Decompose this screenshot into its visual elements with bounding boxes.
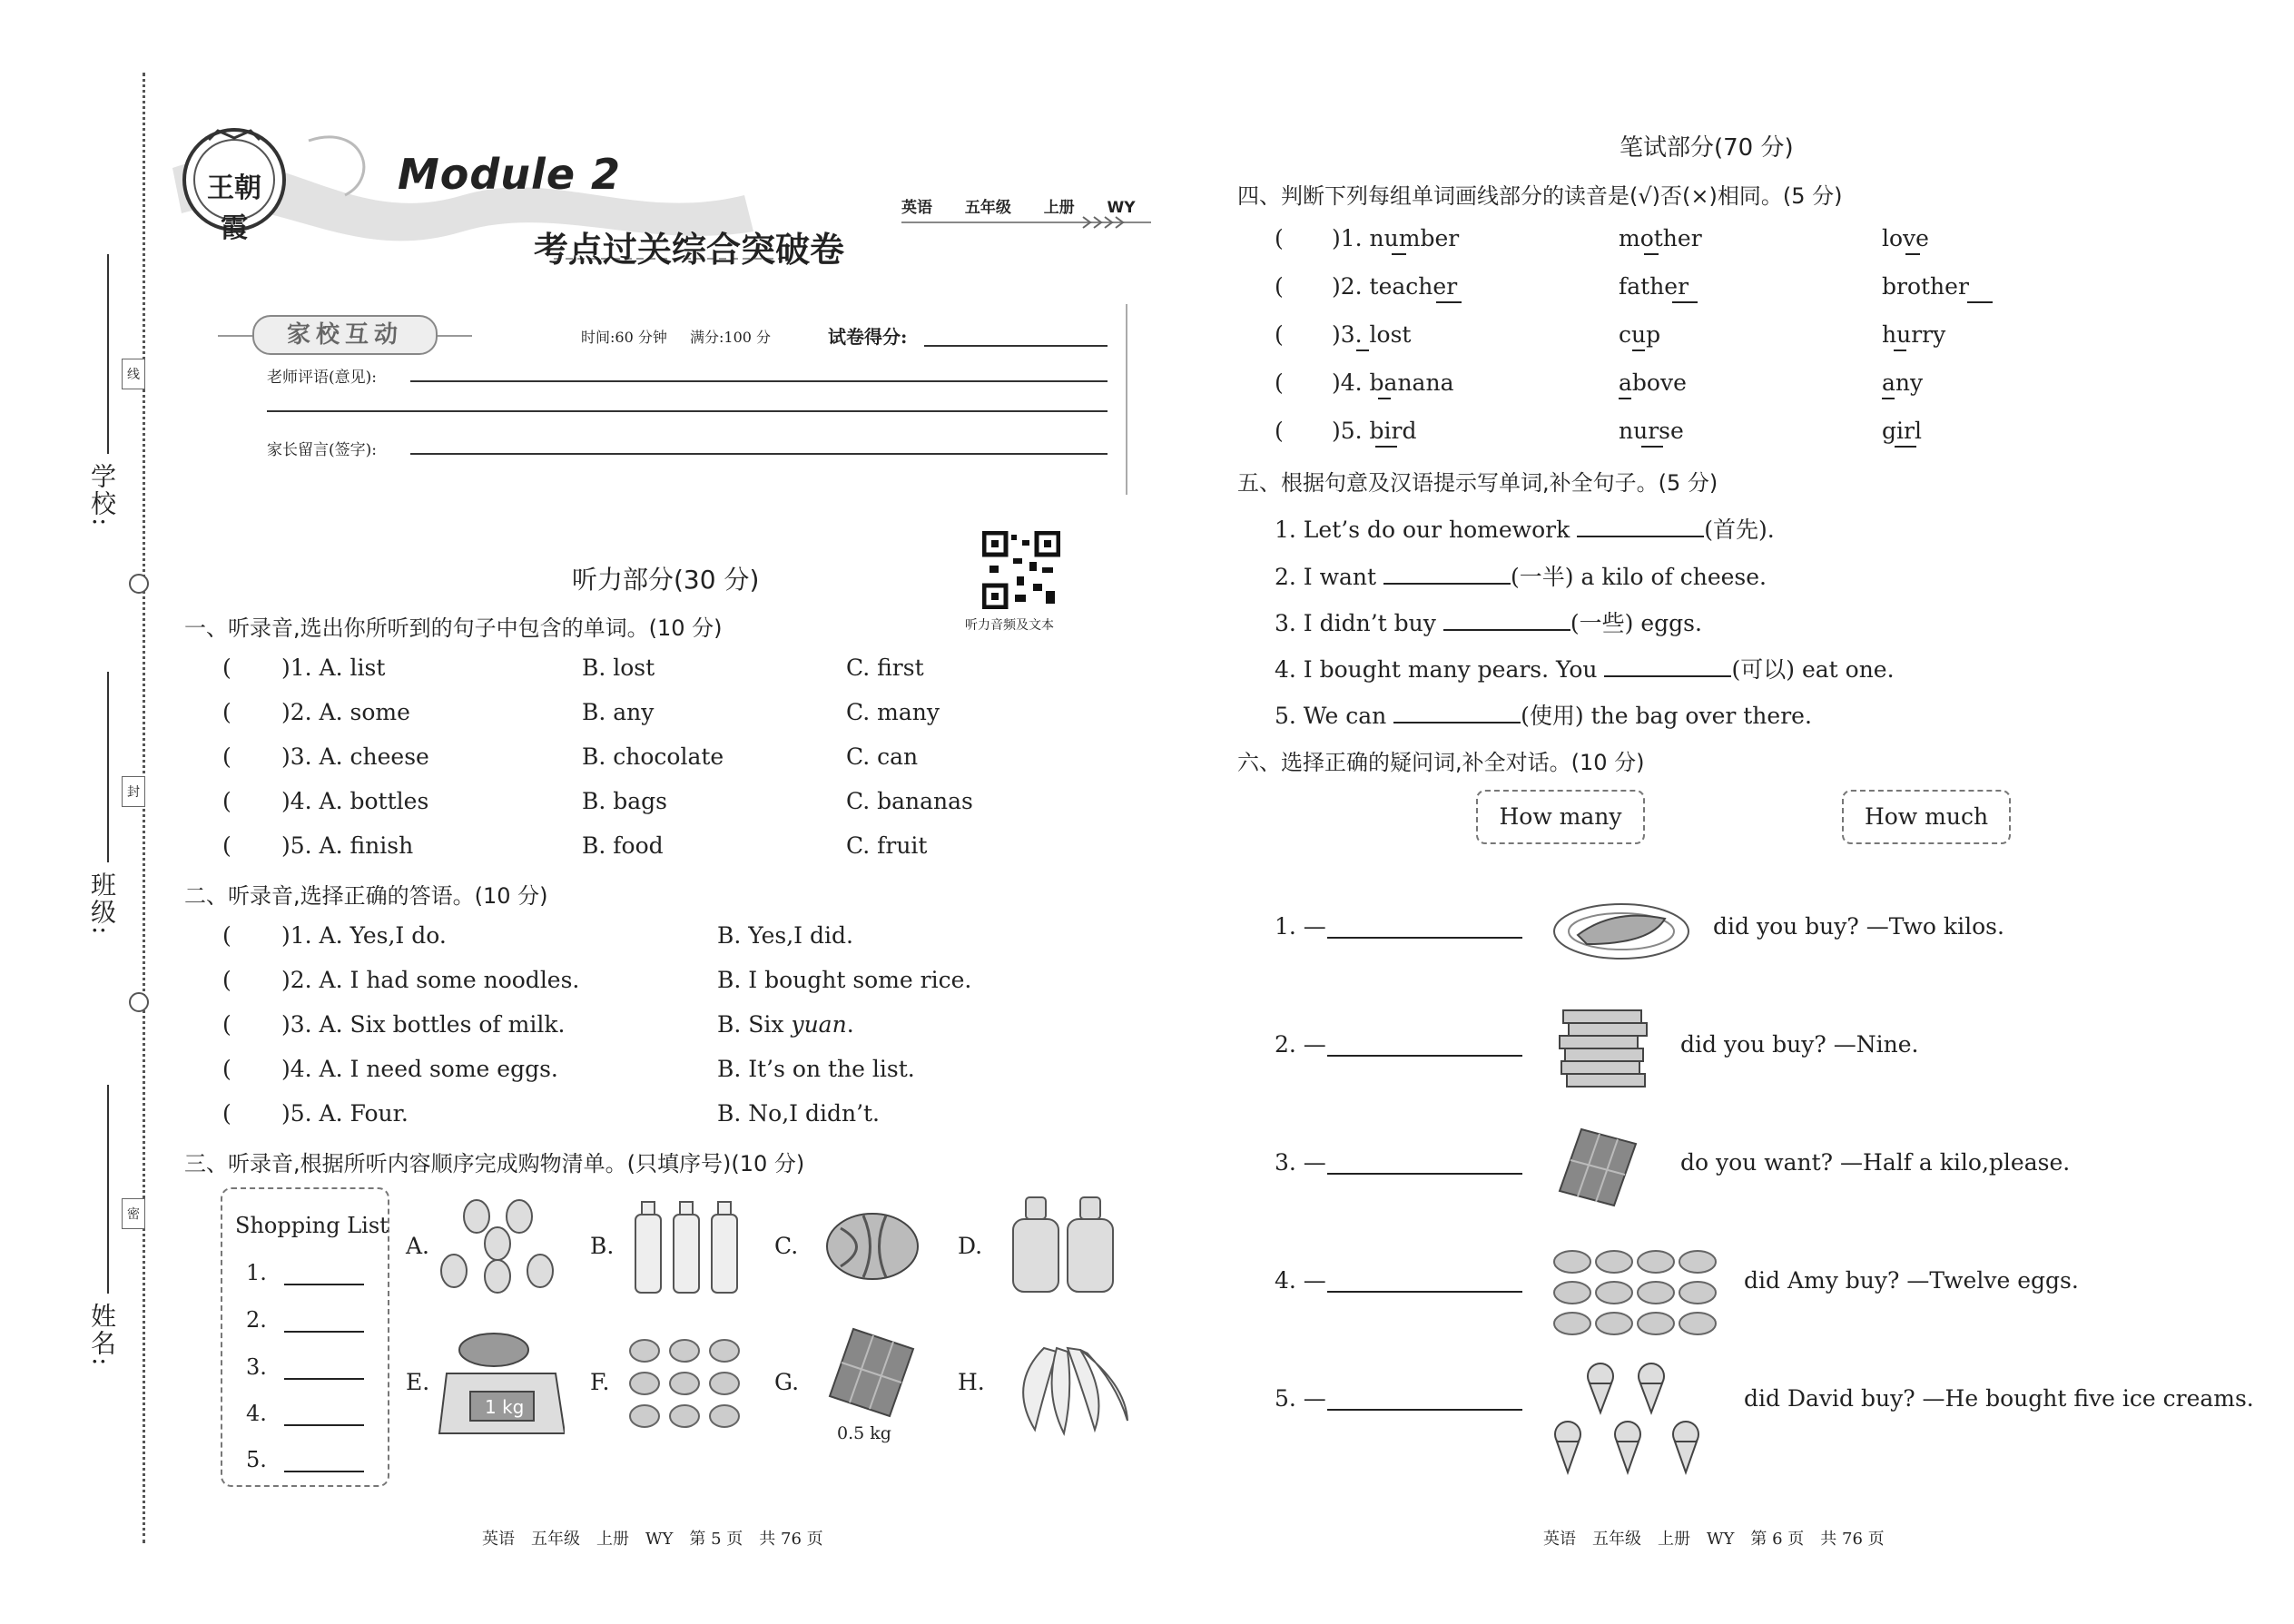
part2-bracket[interactable]: (: [222, 1100, 231, 1127]
underline-mark: [1894, 349, 1906, 351]
part4-item-1: )1. number: [1332, 225, 1460, 251]
underline-mark: [1905, 253, 1920, 255]
part4-item-5: )5. bird: [1332, 418, 1417, 444]
part3-heading: 三、听录音,根据所听内容顺序完成购物清单。(只填序号)(10 分): [184, 1151, 805, 1176]
underline-mark: [1882, 398, 1895, 399]
list-num-5: 5.: [246, 1447, 267, 1472]
list-num-4: 4.: [246, 1401, 267, 1426]
part6-num-2: 2. —: [1275, 1031, 1326, 1058]
part5-item-1-pre: 1. Let’s do our homework: [1275, 517, 1570, 543]
part5-item-5-hint: (使用): [1521, 703, 1584, 729]
part5-item-3-pre: 3. I didn’t buy: [1275, 610, 1436, 636]
part6-heading: 六、选择正确的疑问词,补全对话。(10 分): [1237, 750, 1645, 775]
list-blank-1[interactable]: [284, 1284, 364, 1285]
part5-blank-4[interactable]: [1604, 675, 1731, 677]
part2-bracket[interactable]: (: [222, 922, 231, 949]
part1-bracket[interactable]: (: [222, 655, 231, 681]
part1-item-2-b: B. any: [582, 699, 655, 725]
option-letter-b: B.: [590, 1233, 615, 1259]
part6-text-2: did you buy? —Nine.: [1680, 1031, 1919, 1058]
juice-bottles-illustration: [1006, 1192, 1124, 1296]
cut-mark-3: 密: [122, 1198, 145, 1229]
part6-blank-4[interactable]: [1327, 1291, 1522, 1293]
part2-heading: 二、听录音,选择正确的答语。(10 分): [184, 883, 548, 909]
part5-blank-3[interactable]: [1443, 629, 1570, 631]
part1-item-3-b: B. chocolate: [582, 743, 724, 770]
part5-item-4-pre: 4. I bought many pears. You: [1275, 656, 1598, 683]
parent-comment-line[interactable]: [410, 453, 1108, 455]
underline-mark: [1375, 446, 1397, 448]
part2-item-3-b: [717, 1011, 854, 1038]
home-school-badge: 家校互动: [252, 315, 438, 355]
water-bottles-illustration: [626, 1196, 744, 1296]
underline-mark: [1641, 446, 1663, 448]
underline-mark: [1378, 398, 1391, 399]
part4-item-4-b: above: [1619, 369, 1687, 396]
option-letter-h: H.: [958, 1369, 985, 1395]
meat-plate-illustration: [1551, 899, 1692, 962]
option-how-much[interactable]: How much: [1842, 790, 2011, 844]
part5-item-2: [1275, 559, 1767, 592]
brand-logo-text: 王朝霞: [207, 172, 261, 244]
parent-comment-label: 家长留言(签字):: [267, 441, 377, 459]
part6-num-4: 4. —: [1275, 1267, 1326, 1294]
comment-line-2[interactable]: [267, 410, 1108, 412]
option-letter-e: E.: [406, 1369, 430, 1395]
chocolate-weight: 0.5 kg: [837, 1423, 891, 1443]
part2-bracket[interactable]: (: [222, 1011, 231, 1038]
part1-item-5-c: C. fruit: [846, 832, 928, 859]
eggs-illustration: [626, 1334, 746, 1436]
underline-mark: [1619, 398, 1631, 399]
written-title: 笔试部分(70 分): [1620, 134, 1794, 162]
ice-creams-illustration: [1548, 1362, 1711, 1489]
course-tag-term: 上册: [1043, 199, 1075, 217]
name-line: [107, 1085, 109, 1294]
scale-text: 1 kg: [485, 1396, 525, 1418]
binding-ring-icon: [129, 574, 149, 594]
part1-item-1: )1. A. list: [281, 655, 386, 681]
list-blank-5[interactable]: [284, 1471, 364, 1472]
part5-item-2-post: a kilo of cheese.: [1580, 564, 1767, 590]
part6-text-5: did David buy? —He bought five ice creams.: [1744, 1385, 2254, 1412]
arrow-stripe-decoration: [901, 216, 1151, 229]
name-label: 姓名:: [87, 1303, 117, 1368]
part5-item-3: [1275, 605, 1702, 638]
yuan-italic: yuan: [791, 1011, 847, 1038]
part4-item-2: )2. teacher: [1332, 273, 1458, 300]
part5-item-4-hint: (可以): [1731, 656, 1795, 683]
underline-mark: [1392, 253, 1406, 255]
cut-mark-1: 线: [122, 359, 145, 389]
list-blank-4[interactable]: [284, 1424, 364, 1426]
list-num-3: 3.: [246, 1354, 267, 1380]
bananas-illustration: [1008, 1339, 1135, 1439]
part1-item-3-c: C. can: [846, 743, 919, 770]
part5-item-5: [1275, 698, 1812, 731]
part4-bracket[interactable]: (: [1275, 225, 1284, 251]
part5-item-2-hint: (一半): [1511, 564, 1574, 590]
part5-item-4: [1275, 652, 1895, 684]
part4-item-2-c: brother: [1882, 273, 1969, 300]
part5-item-3-hint: (一些): [1570, 610, 1634, 636]
part1-bracket[interactable]: (: [222, 832, 231, 859]
option-letter-g: G.: [774, 1369, 800, 1395]
part6-blank-5[interactable]: [1327, 1409, 1522, 1411]
part5-item-3-post: eggs.: [1640, 610, 1702, 636]
part1-item-3: )3. A. cheese: [281, 743, 429, 770]
part5-item-4-post: eat one.: [1801, 656, 1895, 683]
part4-bracket[interactable]: (: [1275, 369, 1284, 396]
course-tags: [901, 194, 1136, 217]
part4-item-3-c: hurry: [1882, 321, 1946, 348]
part2-item-4: )4. A. I need some eggs.: [281, 1056, 558, 1082]
underline-mark: [1356, 349, 1369, 351]
part4-item-5-c: girl: [1882, 418, 1922, 444]
part1-bracket[interactable]: (: [222, 699, 231, 725]
part4-item-4: )4. banana: [1332, 369, 1454, 396]
class-line: [107, 672, 109, 862]
part1-item-2-c: C. many: [846, 699, 940, 725]
home-school-box: [218, 304, 1126, 504]
underline-mark: [1967, 301, 1993, 303]
watermelon-illustration: [822, 1210, 922, 1283]
part2-bracket[interactable]: (: [222, 967, 231, 993]
option-letter-c: C.: [774, 1233, 799, 1259]
chocolate-bar-illustration: [826, 1325, 917, 1420]
list-blank-2[interactable]: [284, 1331, 364, 1333]
part6-text-1: did you buy? —Two kilos.: [1713, 913, 2004, 940]
part6-text-4: did Amy buy? —Twelve eggs.: [1744, 1267, 2079, 1294]
part1-item-4: )4. A. bottles: [281, 788, 429, 814]
part2-item-3-b-text: B. Six: [717, 1011, 784, 1038]
part2-item-2-b: B. I bought some rice.: [717, 967, 972, 993]
part1-item-5-b: B. food: [582, 832, 664, 859]
chocolate-illustration: [1558, 1126, 1638, 1207]
part5-blank-1[interactable]: [1577, 536, 1704, 537]
part1-bracket[interactable]: (: [222, 743, 231, 770]
part4-bracket[interactable]: (: [1275, 273, 1284, 300]
part2-item-1-b: B. Yes,I did.: [717, 922, 853, 949]
part4-bracket[interactable]: (: [1275, 418, 1284, 444]
part4-item-1-c: love: [1882, 225, 1929, 251]
part2-item-1: )1. A. Yes,I do.: [281, 922, 447, 949]
course-tag-edition: WY: [1107, 199, 1136, 217]
part6-text-3: do you want? —Half a kilo,please.: [1680, 1149, 2071, 1176]
part2-item-5: )5. A. Four.: [281, 1100, 409, 1127]
course-tag-grade: 五年级: [964, 199, 1011, 217]
footer-left: 英语 五年级 上册 WY 第 5 页 共 76 页: [482, 1530, 823, 1549]
part5-item-1-hint: (首先).: [1704, 517, 1775, 543]
paper-score-blank[interactable]: [924, 345, 1108, 347]
part6-num-5: 5. —: [1275, 1385, 1326, 1412]
part1-item-4-b: B. bags: [582, 788, 668, 814]
course-tag-subject: 英语: [901, 199, 932, 217]
part5-blank-2[interactable]: [1383, 583, 1511, 585]
part5-item-5-pre: 5. We can: [1275, 703, 1387, 729]
paper-subtitle: 考点过关综合突破卷: [534, 229, 845, 270]
part4-item-3-b: cup: [1619, 321, 1661, 348]
underline-mark: [1632, 349, 1645, 351]
binding-ring-icon: [129, 992, 149, 1012]
part4-bracket[interactable]: (: [1275, 321, 1284, 348]
part1-item-5: )5. A. finish: [281, 832, 414, 859]
option-letter-a: A.: [406, 1233, 430, 1259]
part5-heading: 五、根据句意及汉语提示写单词,补全句子。(5 分): [1237, 470, 1718, 496]
part1-item-4-c: C. bananas: [846, 788, 973, 814]
score-info: 满分:100 分: [690, 329, 772, 346]
part4-heading: 四、判断下列每组单词画线部分的读音是(√)否(×)相同。(5 分): [1237, 183, 1843, 209]
teacher-comment-label: 老师评语(意见):: [267, 369, 377, 387]
part2-item-5-b: B. No,I didn’t.: [717, 1100, 881, 1127]
part2-item-3-b-end: .: [846, 1011, 854, 1038]
pears-illustration: [436, 1196, 563, 1296]
school-label: 学校:: [87, 463, 117, 528]
class-label: 班级:: [87, 871, 117, 937]
underline-mark: [1436, 301, 1462, 303]
part6-num-1: 1. —: [1275, 913, 1326, 940]
binding-dotted-line: [143, 73, 145, 1543]
part1-heading: 一、听录音,选出你所听到的句子中包含的单词。(10 分): [184, 615, 723, 641]
part2-item-2: )2. A. I had some noodles.: [281, 967, 580, 993]
eggs-grid-illustration: [1551, 1244, 1721, 1343]
part5-item-2-pre: 2. I want: [1275, 564, 1377, 590]
school-line: [107, 254, 109, 454]
qr-caption: 听力音频及文本: [965, 618, 1054, 633]
list-num-2: 2.: [246, 1307, 267, 1333]
part6-blank-2[interactable]: [1327, 1055, 1522, 1057]
part6-num-3: 3. —: [1275, 1149, 1326, 1176]
option-how-many[interactable]: How many: [1476, 790, 1645, 844]
part4-item-3: )3. lost: [1332, 321, 1412, 348]
part5-blank-5[interactable]: [1393, 722, 1521, 723]
footer-right: 英语 五年级 上册 WY 第 6 页 共 76 页: [1543, 1530, 1885, 1549]
list-num-1: 1.: [246, 1260, 267, 1285]
teacher-comment-line[interactable]: [410, 380, 1108, 382]
part2-item-4-b: B. It’s on the list.: [717, 1056, 915, 1082]
part1-item-1-c: C. first: [846, 655, 924, 681]
time-info: 时间:60 分钟: [581, 329, 667, 346]
qr-code-icon[interactable]: [982, 531, 1060, 609]
part4-item-2-b: father: [1619, 273, 1689, 300]
underline-mark: [1672, 301, 1698, 303]
meat-scale-illustration: [438, 1330, 565, 1437]
underline-mark: [1644, 253, 1659, 255]
option-letter-d: D.: [958, 1233, 983, 1259]
shopping-list-box: [221, 1187, 389, 1487]
cut-mark-2: 封: [122, 776, 145, 807]
part2-bracket[interactable]: (: [222, 1056, 231, 1082]
part4-item-1-b: mother: [1619, 225, 1702, 251]
paper-score-label: 试卷得分:: [828, 326, 908, 348]
part4-item-5-b: nurse: [1619, 418, 1684, 444]
part1-item-2: )2. A. some: [281, 699, 410, 725]
part1-item-1-b: B. lost: [582, 655, 655, 681]
part6-blank-3[interactable]: [1327, 1173, 1522, 1175]
part6-blank-1[interactable]: [1327, 937, 1522, 939]
books-stack-illustration: [1554, 1003, 1652, 1101]
option-letter-f: F.: [590, 1369, 610, 1395]
module-title: Module 2: [398, 150, 622, 199]
part4-item-4-c: any: [1882, 369, 1924, 396]
shopping-list-title: Shopping List: [235, 1213, 389, 1238]
list-blank-3[interactable]: [284, 1378, 364, 1380]
listening-title: 听力部分(30 分): [572, 565, 760, 595]
part5-item-1: [1275, 512, 1775, 545]
part5-item-5-post: the bag over there.: [1590, 703, 1812, 729]
part2-item-3: )3. A. Six bottles of milk.: [281, 1011, 566, 1038]
underline-mark: [1895, 446, 1916, 448]
part1-bracket[interactable]: (: [222, 788, 231, 814]
